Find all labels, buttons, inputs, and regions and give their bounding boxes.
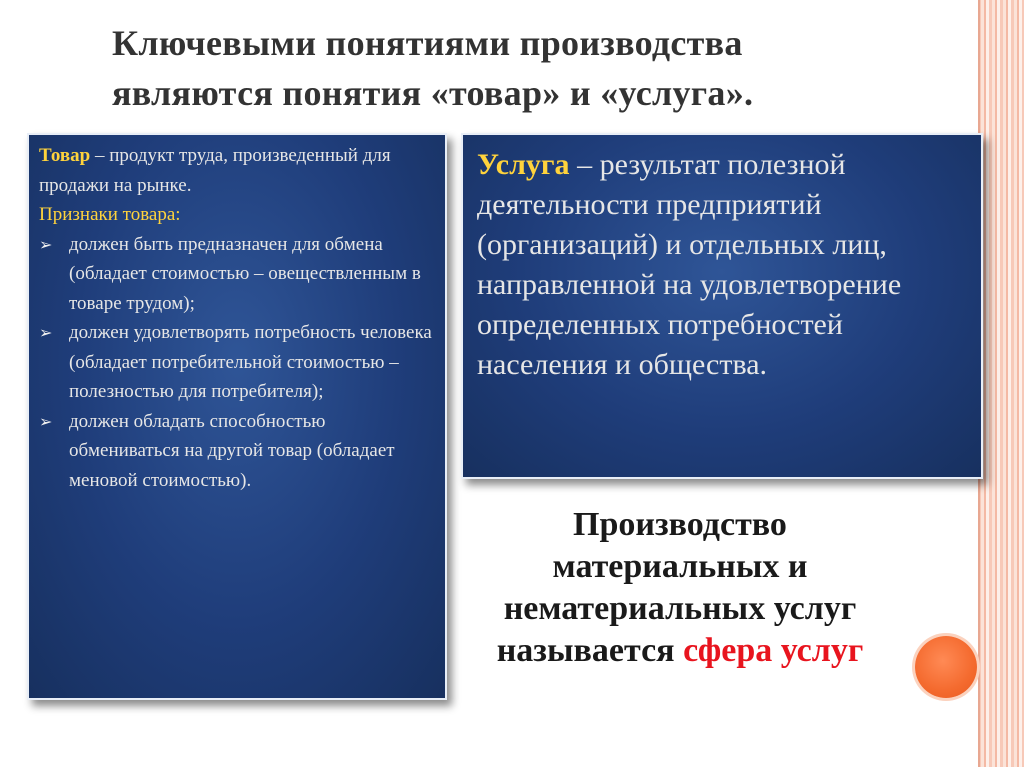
service-definition-text: – результат полезной деятельности предприятий (организаций) и отдельных лиц, направленной на удовлетворение определенных потребностей населения и общества. <box>477 148 902 381</box>
service-sector-highlight: сфера услуг <box>683 632 864 669</box>
title-line-2: являются понятия «товар» и «услуга». <box>112 73 754 113</box>
goods-term: Товар <box>39 145 91 166</box>
title-line-1: Ключевыми понятиями производства <box>112 23 743 63</box>
list-item <box>39 407 435 496</box>
service-definition-panel <box>461 133 983 479</box>
goods-sign-text: должен удовлетворять потребность человека (обладает потребительной стоимостью – полезностью для потребителя); <box>69 322 432 402</box>
arrowhead-bullet-icon: ➢ <box>39 234 53 254</box>
goods-sign-text: должен обладать способностью обмениваться на другой товар (обладает меновой стоимостью). <box>69 410 395 491</box>
list-item <box>39 318 435 407</box>
arrowhead-bullet-icon: ➢ <box>39 411 53 431</box>
service-sector-text: Производство материальных и нематериальных услуг называется <box>496 506 857 669</box>
goods-signs-heading: Признаки товара: <box>39 204 181 225</box>
decorative-side-stripes <box>978 0 1024 767</box>
arrowhead-bullet-icon: ➢ <box>39 323 53 342</box>
goods-definition-text: – продукт труда, произведенный для продажи на рынке. <box>39 145 391 196</box>
service-sector-statement <box>480 504 880 672</box>
decorative-orange-circle <box>915 636 977 698</box>
service-term: Услуга <box>477 148 570 181</box>
goods-definition-panel <box>27 133 447 700</box>
goods-definition <box>39 141 435 200</box>
slide-title <box>112 18 932 118</box>
list-item <box>39 230 435 319</box>
goods-sign-text: должен быть предназначен для обмена (обладает стоимостью – овеществленным в товаре трудом); <box>69 233 421 314</box>
